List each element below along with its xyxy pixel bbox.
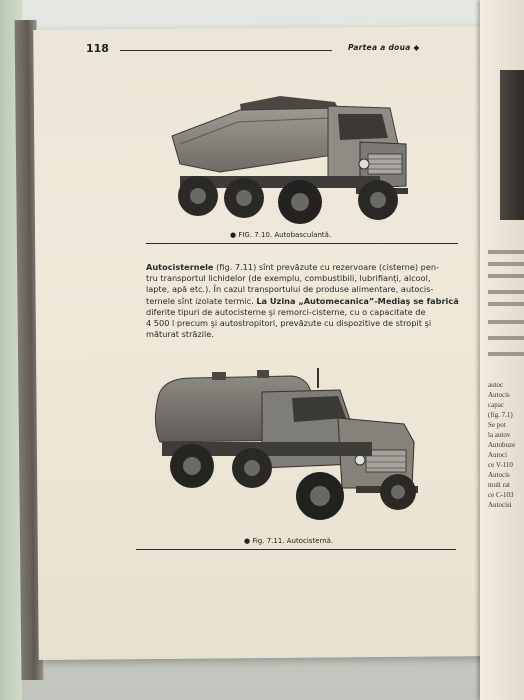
adjacent-text-line [488,336,524,340]
adjacent-text-line [488,302,524,306]
adjacent-label: ce C-103 [488,491,514,499]
caption-rule [136,549,456,550]
adjacent-label: Autoci [488,451,508,459]
adjacent-text-line [488,262,524,266]
adjacent-label: Autocis [488,471,510,479]
dump-truck-photo [160,84,410,234]
adjacent-text-line [488,320,524,324]
text-line: tru transportul lichidelor (de exemplu, combustibili, lubrifianți, alcool, [146,273,431,284]
adjacent-label: autoc [488,381,504,389]
text-line: măturat străzile. [146,329,214,340]
adjacent-label: Se pot [488,421,506,429]
figure-caption: ● FIG. 7.10. Autobasculantă. [230,231,332,239]
adjacent-text-line [488,290,524,294]
adjacent-label: Autobuze [488,441,516,449]
adjacent-text-line [488,352,524,356]
term-autocisternele: Autocisternele [146,262,214,272]
body-paragraph [146,262,459,340]
adjacent-text-line [488,274,524,278]
page-header [86,42,446,62]
tanker-truck-photo [142,368,422,528]
adjacent-page-photo [500,70,524,220]
text-line: diferite tipuri de autocisterne şi remorci-cisterne, cu o capacitate de [146,306,426,317]
figure-caption: ● Fig. 7.11. Autocisternă. [244,537,334,545]
adjacent-label: Autocis [488,391,510,399]
text-line-bold: La Uzina „Automecanica”-Mediaş se fabrică [256,295,459,306]
adjacent-label: la autov [488,431,511,439]
adjacent-page-labels [488,380,524,510]
caption-rule [146,243,458,244]
text-line: ternele sînt izolate termic. [146,295,257,306]
adjacent-text-line [488,250,524,254]
text-line: (fig. 7.11) sînt prevăzute cu rezervoare (cisterne) pen- [213,262,440,272]
adjacent-label: Autocisi [488,501,512,509]
adjacent-label: ce V-110 [488,461,513,469]
text-line: 4 500 l precum şi autostropitori, prevăzute cu dispozitive de stropit şi [146,318,432,329]
page-number: 118 [86,42,109,55]
text-line: lapte, apă etc.). În cazul transportului de produse alimentare, autocis- [146,284,434,295]
header-rule [120,50,332,51]
section-title: Partea a doua ◆ [348,43,420,52]
adjacent-label: mult rat [488,481,510,489]
adjacent-label: capac [488,401,504,409]
adjacent-label: (fig. 7.1) [488,411,513,419]
